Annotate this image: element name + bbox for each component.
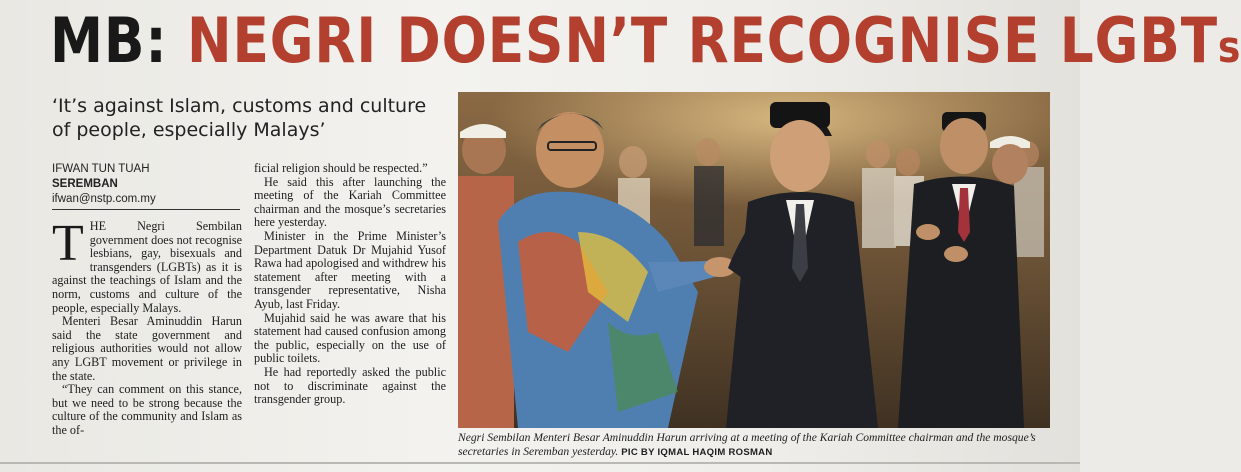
article-column-2 — [254, 162, 446, 407]
headline-suffix: s — [1217, 22, 1241, 73]
paragraph: Minister in the Prime Minister’s Department Datuk Dr Mujahid Yusof Rawa had apologised and withdrew his statement after meeting with a transgender representative, Nisha Ayub, last Friday. — [254, 228, 446, 311]
paragraph: HE Negri Sembilan government does not recognise lesbians, gay, bisexuals and transgenders (LGBTs) as it is against the teachings of Islam and the norm, customs and culture of the people, especially Malays. — [52, 219, 242, 315]
article-column-1 — [52, 215, 242, 438]
paragraph: Mujahid said he was aware that his statement had caused confusion among the public, especially on the use of public toilets. — [254, 310, 446, 366]
paragraph: “They can comment on this stance, but we need to be strong because the culture of the community and Islam as the of- — [52, 382, 242, 437]
drop-cap: T — [52, 215, 84, 272]
caption-text: Negri Sembilan Menteri Besar Aminuddin Harun arriving at a meeting of the Kariah Committee chairman and the mosque’s secretaries in Seremban yesterday. — [458, 431, 1036, 458]
subheadline: ‘It’s against Islam, customs and culture of people, especially Malays’ — [52, 95, 427, 141]
paragraph: Menteri Besar Aminuddin Harun said the state government and religious authorities would not allow any LGBT movement or privilege in the state. — [52, 314, 242, 383]
paragraph: He had reportedly asked the public not to discriminate against the transgender group. — [254, 364, 446, 407]
headline — [50, 2, 1241, 80]
headline-lead: MB: — [50, 4, 168, 77]
byline — [52, 162, 252, 210]
byline-location: SEREMBAN — [52, 178, 118, 190]
photo-illustration — [458, 92, 1050, 428]
news-photo — [458, 92, 1050, 428]
paragraph: He said this after launching the meeting of the Kariah Committee chairman and the mosque’s secretaries here yesterday. — [254, 174, 446, 230]
photo-caption — [458, 431, 1058, 460]
photo-credit: PIC BY IQMAL HAQIM ROSMAN — [621, 447, 773, 458]
paragraph: ficial religion should be respected.” — [254, 161, 428, 175]
byline-author: IFWAN TUN TUAH — [52, 163, 150, 175]
headline-main: NEGRI DOESN’T RECOGNISE LGBT — [187, 4, 1218, 77]
byline-email: ifwan@nstp.com.my — [52, 192, 240, 210]
page-rule — [0, 462, 1080, 464]
